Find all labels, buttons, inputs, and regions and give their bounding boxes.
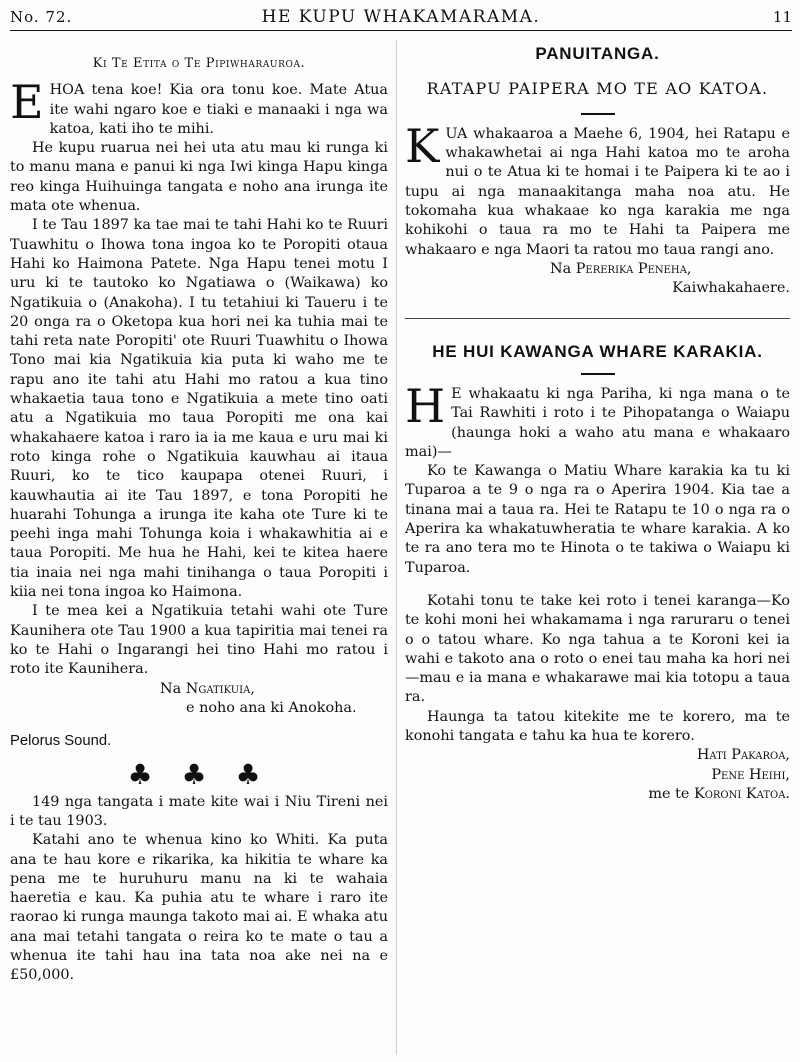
notice-signature: Na Pererika Peneha,: [550, 260, 692, 277]
place-heading: Pelorus Sound.: [10, 733, 112, 750]
section-divider: [405, 318, 790, 319]
left-column: [10, 44, 388, 986]
news-paragraph: 149 nga tangata i mate kite wai i Niu Tireni nei i te tau 1903.: [10, 793, 388, 829]
issue-number: No. 72.: [10, 8, 73, 26]
page-header: [10, 4, 792, 31]
section-subheading: RATAPU PAIPERA MO TE AO KATOA.: [426, 79, 769, 99]
signatory-3: me te Koroni Katoa.: [648, 785, 790, 802]
signature-role: Kaiwhakahaere.: [672, 280, 790, 297]
paragraph-gap: [405, 578, 790, 592]
section-heading: HE HUI KAWANGA WHARE KARAKIA.: [432, 342, 763, 362]
club-ornament: ♣ ♣ ♣: [127, 758, 271, 792]
notice-paragraph: H E whakaatu ki nga Pariha, ki nga mana o te Tai Rawhiti i roto i te Pihopatanga o Waiapu (haunga hoki a waho atu mana e whakaaro mai)—: [405, 378, 790, 460]
drop-cap: E: [10, 75, 44, 130]
page-title: HE KUPU WHAKAMARAMA.: [261, 7, 541, 27]
letter-signature: Na Ngatikuia,: [160, 680, 255, 697]
notice-paragraph: KUA whakaaroa a Maehe 6, 1904, hei Ratapu e whakawhetai ai nga Hahi katoa mo te aroha nui o te Atua ki te homai i te Paipera ki te ao i tupu ai nga manaakitanga maha noa atu. He tokomaha kua whakaae ko nga karakia me nga kohikohi o taua ra mo te Hahi ta Paipera me whakaaro e nga Maori ta ratou mo taua rangi ano.: [405, 118, 790, 258]
letter-paragraph: I te Tau 1897 ka tae mai te tahi Hahi ko te Ruuri Tuawhitu o Ihowa tona ingoa ko te Poropiti otaua Hahi ko Haimona Patete. Nga Hapu tenei motu I uru ki te tautoko ko Ngatiawa o (Waikawa) ko Ngatikuia o (Anakoha). I tu tetahiui ki Taueru i te 20 onga ra o Oketopa kua hori nei ka tuhia mai te tahi reta nate Poropiti' ote Ruuri Tuawhitu o Ihowa Tono mai kia Ngatikuia kia puta ki waho me te rapu ano ite tahi atu Hahi mo ratou a kua tino whakaetia taua tono e Ngatikuia a mete tino oati atu a Ngatikuia mo taua Poropiti me ona kai whakahaere katoa i raro ia ia me kaua e uru mai ki roto kinga rohe o Ngatikuia kauwhau ai itaua Ruuri, ko te tico kaupapa otenei Ruuri, i kauwhautia ai ite Tau 1897, e tona Poropiti he huarahi Tohunga a irunga ite kaha ote Ture ki te peehi inga mahi Tohunga koia i whakawhitia ai e taua Poropiti. Me hua he Hahi, kei te kitea haere tia inaia nei nga mahi tinihanga o taua Poropiti i kiia nei tona ingoa ko Haimona.: [10, 217, 388, 601]
letter-paragraph: I te mea kei a Ngatikuia tetahi wahi ote Ture Kaunihera ote Tau 1900 a kua tapiritia mai tenei ra ko te Hahi o Ingarangi hei tino Hahi mo ratou i roto ite Kaunihera.: [10, 603, 388, 678]
notice-paragraph: Kotahi tonu te take kei roto i tenei karanga—Ko te kohi moni hei whakamama i nga raruraru o tenei o o tatou whare. Ko nga tahua a te Koroni kei ia wahi e takoto ana o roto o enei tau maha ka hori nei—mau e ia mana e whakarawe mai kia totopu a taua ra.: [405, 592, 790, 706]
signatory-2: Pene Heihi,: [711, 766, 790, 783]
column-divider: [396, 40, 397, 1055]
section-heading: PANUITANGA.: [535, 44, 660, 63]
notice-paragraph: Haunga ta tatou kitekite me te korero, ma te konohi tangata e tahu ka hua te korero.: [405, 708, 790, 745]
signature-location: e noho ana ki Anokoha.: [186, 699, 357, 716]
letter-paragraph: EHOA tena koe! Kia ora tonu koe. Mate Atua ite wahi ngaro koe e tiaki e manaaki i nga wa katoa, kati iho te mihi.: [10, 75, 388, 137]
notice-paragraph: Ko te Kawanga o Matiu Whare karakia ka tu ki Tuparoa a te 9 o nga ra o Aperira 1904. Kia tae a tinana mai a taua ra. Hei te Ratapu te 10 o nga ra o Aperira ka whakatuwheratia te whare karakia. A ko te ra ano tera mo te Hinota o te takiwa o Waiapu ki Tuparoa.: [405, 463, 790, 576]
letter-heading: Ki Te Etita o Te Pipiwharauroa.: [92, 56, 306, 71]
letter-paragraph: He kupu ruarua nei hei uta atu mau ki runga ki to manu mana e panui ki nga Iwi kinga Hapu kinga reo kinga Huihuinga tangata e noho ana irunga ite mata ote whenua.: [10, 140, 388, 215]
short-divider: [581, 113, 615, 115]
news-paragraph: Katahi ano te whenua kino ko Whiti. Ka puta ana te hau kore e rikarika, ka hikitia te whare ka pena me te huruhuru manu na ki te wahaia haeretia e kau. Ka puhia atu te whare i raro ite raorao ki runga maunga takoto mai ai. E whaka atu ana mai tetahi tangata o reira ko te mate o tau a whenua ite tahi hau ina tata noa ake nei na e £50,000.: [10, 832, 388, 984]
drop-cap: K: [405, 118, 440, 173]
signatory-1: Hati Pakaroa,: [696, 747, 790, 764]
short-divider: [581, 373, 615, 375]
page-number: 11: [772, 8, 792, 26]
drop-cap: H: [405, 378, 446, 433]
right-column: [405, 44, 790, 804]
